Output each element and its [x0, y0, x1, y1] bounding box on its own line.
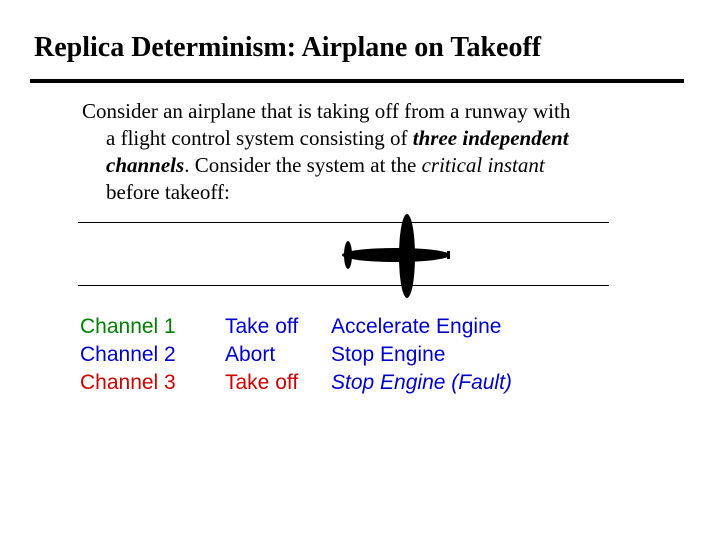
channel-command: Stop Engine: [331, 343, 446, 366]
intro-emphasis-critical-instant: critical instant: [421, 153, 545, 177]
channel-row: [80, 369, 512, 397]
intro-line-2-text: a flight control system consisting of: [106, 126, 413, 150]
channel-row: [80, 313, 512, 341]
channel-name: Channel 1: [80, 315, 176, 338]
channel-command: Accelerate Engine: [331, 315, 502, 338]
intro-paragraph: [82, 98, 662, 206]
intro-line-3: [82, 152, 662, 179]
title-underline: [30, 79, 684, 83]
channel-action: Abort: [225, 343, 276, 366]
channel-action: Take off: [225, 315, 299, 338]
intro-line-1: Consider an airplane that is taking off from a runway with: [82, 99, 571, 123]
channel-table: [80, 313, 512, 397]
channel-name: Channel 2: [80, 343, 176, 366]
slide-title: Replica Determinism: Airplane on Takeoff: [34, 32, 542, 63]
channel-row: [80, 341, 512, 369]
intro-line-2: [82, 125, 662, 152]
airplane-icon: [340, 213, 452, 299]
intro-emphasis-three-independent: three independent: [412, 126, 569, 150]
channel-command: Stop Engine (Fault): [331, 371, 512, 394]
channel-action: Take off: [225, 371, 299, 394]
intro-line-4: before takeoff:: [106, 180, 230, 204]
intro-line-3-text: . Consider the system at the: [184, 153, 422, 177]
channel-name: Channel 3: [80, 371, 176, 394]
intro-emphasis-channels: channels: [106, 153, 185, 177]
